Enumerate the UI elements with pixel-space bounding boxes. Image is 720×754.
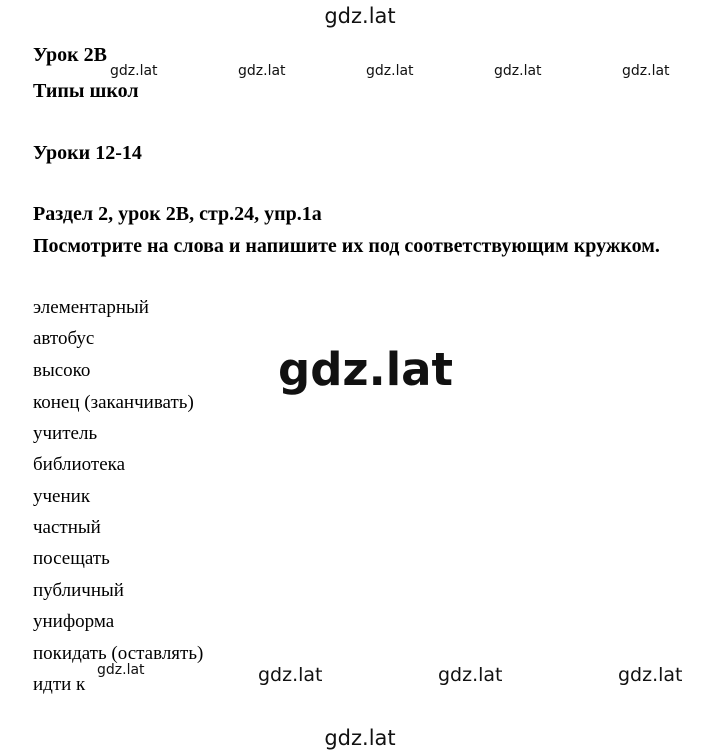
watermark-row2-1: gdz.lat bbox=[97, 662, 145, 678]
watermark-row2-2: gdz.lat bbox=[258, 664, 323, 686]
watermark-row1-3: gdz.lat bbox=[366, 63, 414, 79]
watermark-row1-2: gdz.lat bbox=[238, 63, 286, 79]
word-item: библиотека bbox=[33, 454, 126, 475]
watermark-row1-4: gdz.lat bbox=[494, 63, 542, 79]
word-item: покидать (оставлять) bbox=[33, 643, 204, 664]
word-item: публичный bbox=[33, 580, 124, 601]
word-item: ученик bbox=[33, 486, 91, 507]
watermark-center: gdz.lat bbox=[278, 343, 454, 396]
watermark-bottom: gdz.lat bbox=[324, 726, 396, 750]
word-item: идти к bbox=[33, 674, 86, 695]
task-instruction: Посмотрите на слова и напишите их под соответствующим кружком. bbox=[33, 235, 660, 257]
word-item: конец (заканчивать) bbox=[33, 392, 194, 413]
word-item: высоко bbox=[33, 360, 91, 381]
word-item: униформа bbox=[33, 611, 115, 632]
lessons-range: Уроки 12-14 bbox=[33, 142, 142, 164]
watermark-row1-1: gdz.lat bbox=[110, 63, 158, 79]
word-item: посещать bbox=[33, 548, 110, 569]
watermark-row2-4: gdz.lat bbox=[618, 664, 683, 686]
word-item: автобус bbox=[33, 328, 95, 349]
word-item: частный bbox=[33, 517, 101, 538]
watermark-row1-5: gdz.lat bbox=[622, 63, 670, 79]
lesson-title: Урок 2B bbox=[33, 44, 108, 66]
word-item: учитель bbox=[33, 423, 98, 444]
task-reference: Раздел 2, урок 2B, стр.24, упр.1а bbox=[33, 203, 322, 225]
word-item: элементарный bbox=[33, 297, 149, 318]
topic-title: Типы школ bbox=[33, 80, 139, 102]
watermark-row2-3: gdz.lat bbox=[438, 664, 503, 686]
watermark-top: gdz.lat bbox=[324, 4, 396, 28]
